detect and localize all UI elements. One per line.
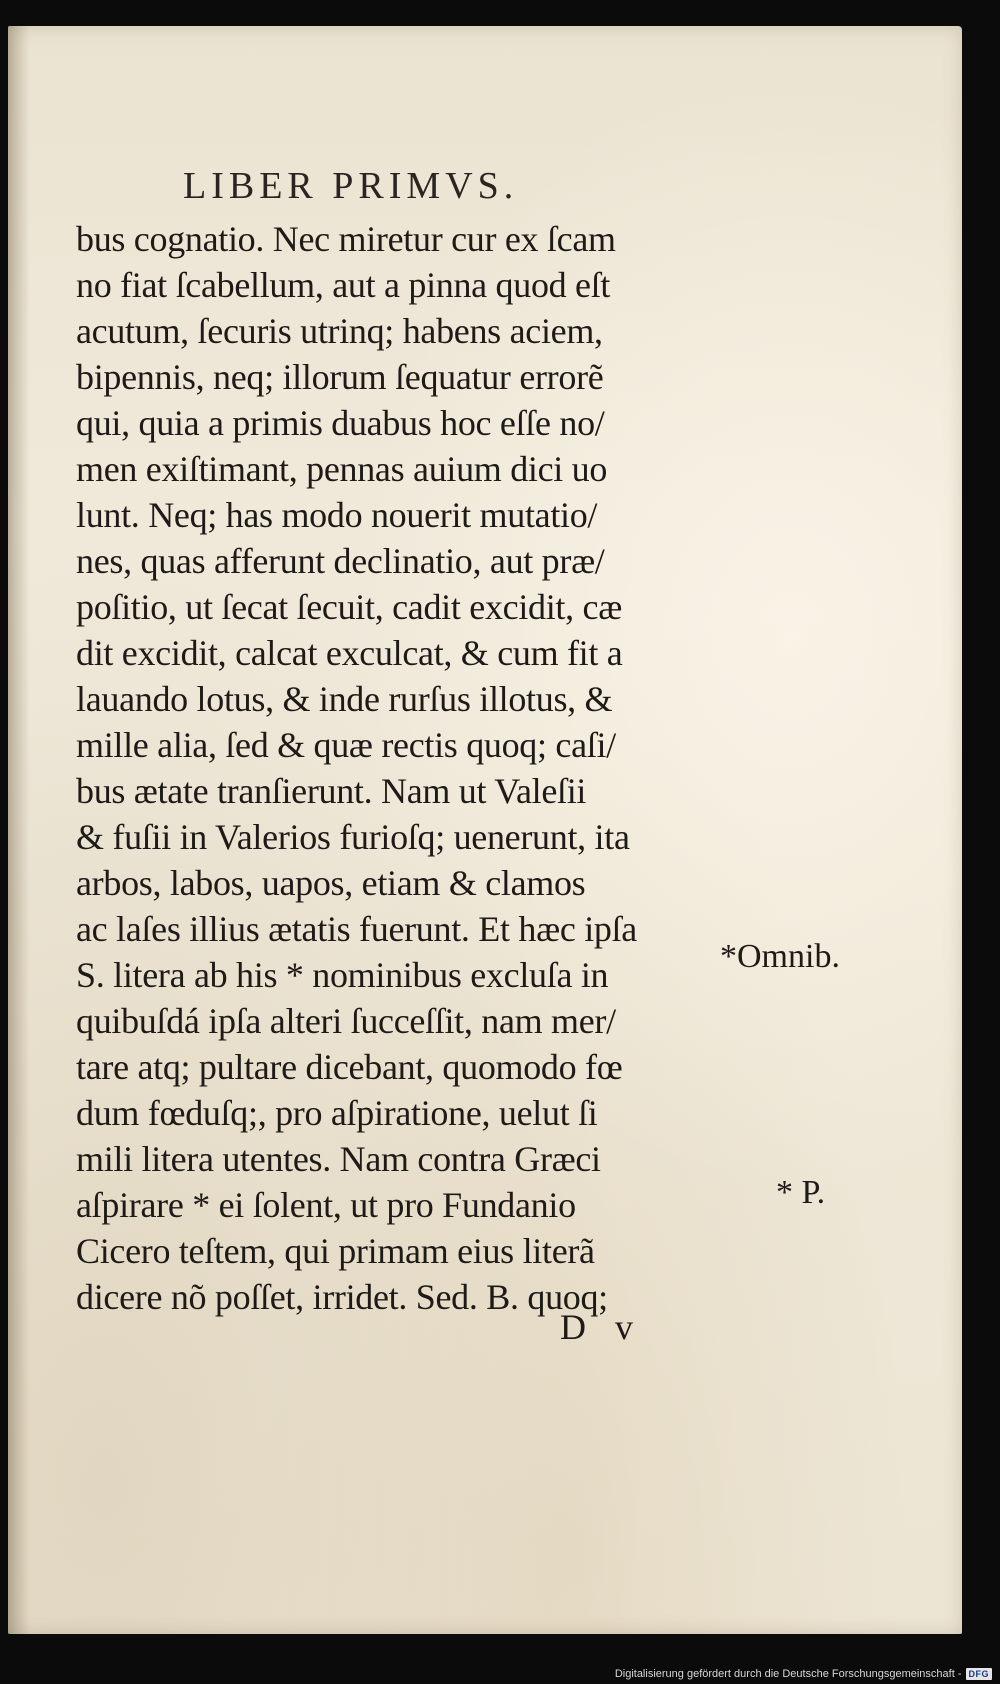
text-line: mili litera utentes. Nam contra Græci: [76, 1139, 601, 1179]
text-line: dum fœduſq;, pro aſpiratione, uelut ſi: [76, 1093, 598, 1133]
text-line: dit excidit, calcat exculcat, & cum fit a: [76, 633, 623, 673]
text-line: nes, quas afferunt declinatio, aut præ/: [76, 541, 605, 581]
text-line: & fuſii in Valerios furioſq; uenerunt, ita: [76, 817, 630, 857]
credit-text: Digitalisierung gefördert durch die Deutsche Forschungsgemeinschaft -: [614, 1668, 962, 1680]
margin-note-p: * P.: [776, 1174, 826, 1211]
text-line: poſitio, ut ſecat ſecuit, cadit excidit, cæ: [76, 587, 622, 627]
text-line: bus ætate tranſierunt. Nam ut Valeſii: [76, 771, 587, 811]
text-line: ac laſes illius ætatis fuerunt. Et hæc ipſa: [76, 909, 637, 949]
text-line: mille alia, ſed & quæ rectis quoq; caſi/: [76, 725, 616, 765]
book-page: [8, 26, 962, 1634]
text-line: bipennis, neq; illorum ſequatur errorẽ: [76, 357, 604, 397]
text-line: men exiſtimant, pennas auium dici uo: [76, 449, 608, 489]
text-line: arbos, labos, uapos, etiam & clamos: [76, 863, 586, 903]
margin-note-omnib: *Omnib.: [720, 938, 840, 975]
running-title: LIBER PRIMVS.: [183, 165, 519, 207]
text-line: lauando lotus, & inde rurſus illotus, &: [76, 679, 613, 719]
dfg-logo: DFG: [966, 1668, 993, 1680]
text-line: S. litera ab his * nominibus excluſa in: [76, 955, 609, 995]
text-line: bus cognatio. Nec miretur cur ex ſcam: [76, 219, 616, 259]
text-line: aſpirare * ei ſolent, ut pro Fundanio: [76, 1185, 576, 1225]
text-line: lunt. Neq; has modo nouerit mutatio/: [76, 495, 598, 535]
signature-mark: D v: [560, 1307, 643, 1347]
text-line: tare atq; pultare dicebant, quomodo fœ: [76, 1047, 623, 1087]
text-line: dicere nõ poſſet, irridet. Sed. B. quoq;: [76, 1277, 608, 1317]
text-line: no fiat ſcabellum, aut a pinna quod eſt: [76, 265, 611, 305]
body-text: [76, 216, 726, 1320]
text-line: quibuſdá ipſa alteri ſucceſſit, nam mer/: [76, 1001, 616, 1041]
text-line: acutum, ſecuris utrinq; habens aciem,: [76, 311, 603, 351]
text-line: Cicero teſtem, qui primam eius literã: [76, 1231, 595, 1271]
digitization-credit: [615, 1668, 992, 1680]
text-line: qui, quia a primis duabus hoc eſſe no/: [76, 403, 605, 443]
